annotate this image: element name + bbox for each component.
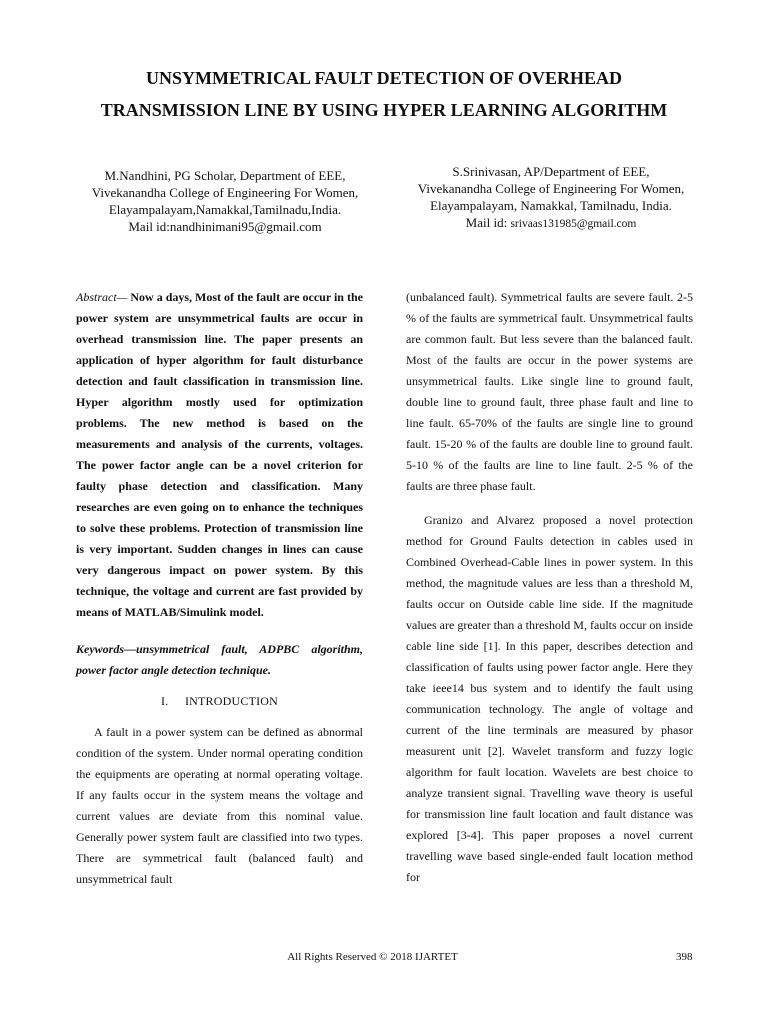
copyright-notice: All Rights Reserved © 2018 IJARTET: [287, 951, 458, 963]
author-2-email-label: Mail id:: [465, 215, 511, 230]
right-column: [406, 287, 693, 888]
author-2-email-value: srivaas131985@gmail.com: [510, 218, 637, 230]
abstract: [76, 287, 363, 623]
author-2-email: [386, 214, 716, 233]
author-block-1: [60, 167, 390, 235]
intro-paragraph: A fault in a power system can be defined as abnormal condition of the system. Under normal operating condition the equipments are operating at normal operating voltage. If any faults occur in the system means the voltage and current values are deviate from this nominal value. Generally power system fault are classified into two types. There are symmetrical fault (balanced fault) and unsymmetrical fault: [76, 725, 363, 886]
right-paragraph-2: Granizo and Alvarez proposed a novel protection method for Ground Faults detection in cables used in Combined Overhead-Cable lines in power system. In this method, the magnitude values are less than a threshold M, faults occur on Outside cable line side. If the magnitude values are greater than a threshold M, faults occur on inside cable line side [1]. In this paper, describes detection and classification of faults using power factor angle. Here they take ieee14 bus system and to identify the fault using communication technology. The angle of voltage and current of the line terminals are measured by phasor measurent unit [2]. Wavelet transform and fuzzy logic algorithm for fault location. Wavelets are best choice to analyze transient signal. Travelling wave theory is useful for transmission line fault location and fault distance was explored [3-4]. This paper proposes a novel current travelling wave based single-ended fault location method for: [406, 513, 693, 884]
paper-title: [60, 62, 708, 126]
right-paragraph-1: (unbalanced fault). Symmetrical faults are severe fault. 2-5 % of the faults are symmetrical fault. Unsymmetrical faults are common fault. But less severe than the balanced fault. Most of the faults are occur in the power systems are unsymmetrical faults. Like single line to ground fault, double line to ground fault, three phase fault and line to line fault. 65-70% of the faults are single line to ground fault. 15-20 % of the faults are double line to ground fault. 5-10 % of the faults are line to line fault. 2-5 % of the faults are three phase fault.: [406, 290, 693, 493]
author-2-name: S.Srinivasan, AP/Department of EEE,: [452, 164, 650, 179]
section-title: INTRODUCTION: [184, 694, 279, 708]
page-number: 398: [676, 951, 693, 963]
left-column: [76, 287, 363, 890]
author-1-email: Mail id:nandhinimani95@gmail.com: [128, 219, 322, 234]
author-1-college: Vivekanandha College of Engineering For Women,: [91, 185, 359, 200]
section-heading-introduction: [76, 691, 363, 712]
author-block-2: [386, 163, 716, 233]
author-2-college: Vivekanandha College of Engineering For Women,: [417, 181, 685, 196]
author-1-name: M.Nandhini, PG Scholar, Department of EEE,: [104, 168, 346, 183]
section-number: I.: [160, 694, 169, 708]
author-1-address: Elayampalayam,Namakkal,Tamilnadu,India.: [108, 202, 342, 217]
keywords: Keywords—unsymmetrical fault, ADPBC algorithm, power factor angle detection technique.: [76, 642, 363, 677]
title-line-2: TRANSMISSION LINE BY USING HYPER LEARNING ALGORITHM: [100, 100, 668, 120]
abstract-lead: Abstract—: [76, 290, 128, 304]
abstract-text: Now a days, Most of the fault are occur in the power system are unsymmetrical faults are occur in overhead transmission line. The paper presents an application of hyper algorithm for fault disturbance detection and fault classification in transmission line. Hyper algorithm mostly used for optimization problems. The new method is based on the measurements and analysis of the currents, voltages. The power factor angle can be a novel criterion for faulty phase detection and classification. Many researches are even going on to enhance the techniques to solve these problems. Protection of transmission line is very important. Sudden changes in lines can cause very dangerous impact on power system. By this technique, the voltage and current are fast provided by means of MATLAB/Simulink model.: [76, 290, 363, 619]
title-line-1: UNSYMMETRICAL FAULT DETECTION OF OVERHEAD: [145, 68, 623, 88]
author-2-address: Elayampalayam, Namakkal, Tamilnadu, India.: [430, 198, 672, 213]
